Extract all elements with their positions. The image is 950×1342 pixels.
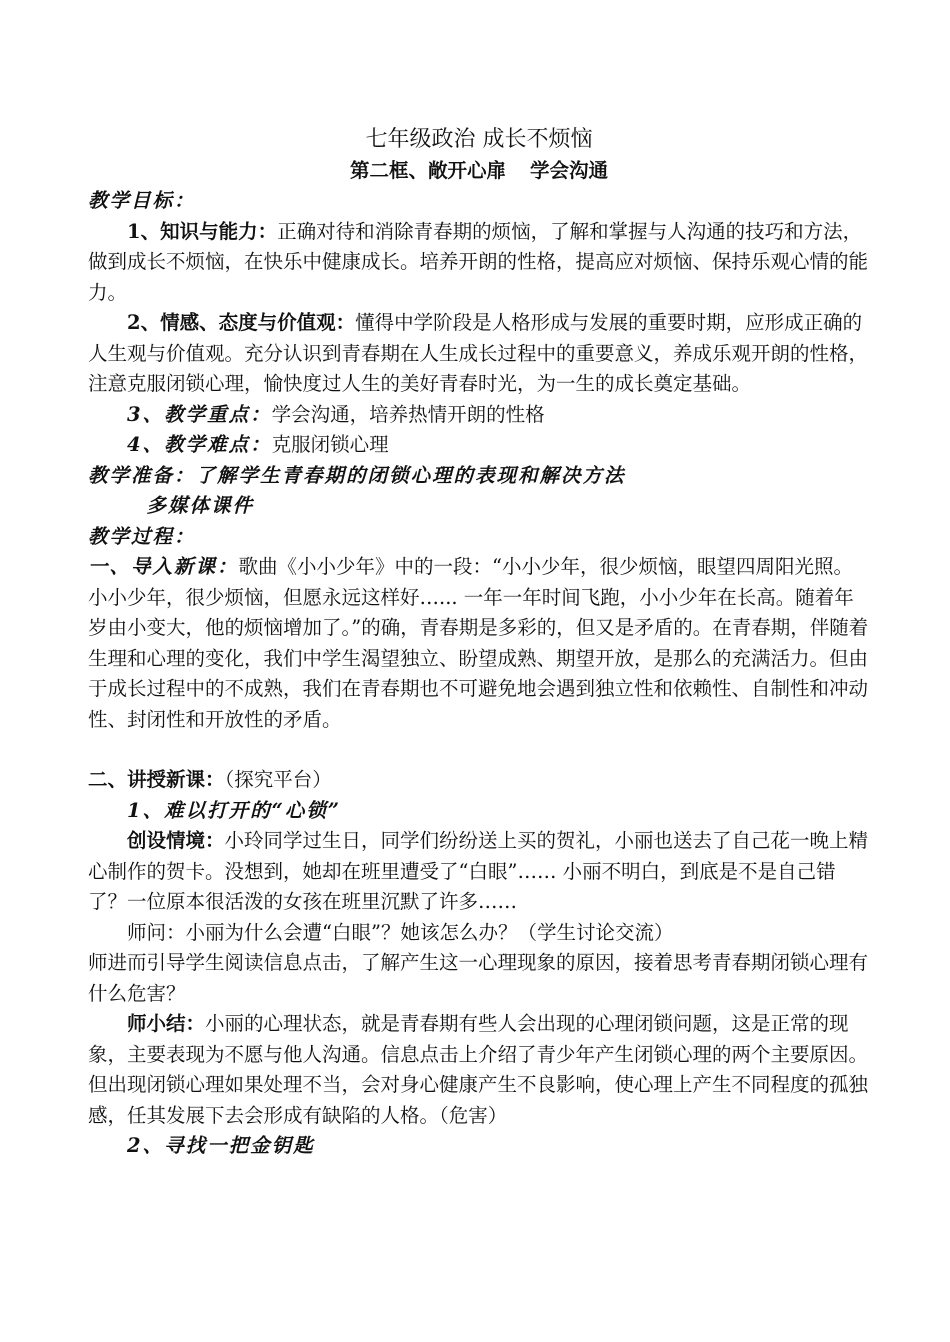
goal-emotion: [88, 308, 870, 400]
subtitle-part-b: 学会沟通: [530, 159, 609, 182]
process-heading: 教学过程：: [88, 524, 196, 548]
goal-keypoint-text: 学会沟通，培养热情开朗的性格: [271, 402, 545, 426]
summary-label: 师小结：: [127, 1012, 206, 1035]
goal-difficulty: [88, 430, 870, 461]
teacher-question: 师问：小丽为什么会遭“白眼”？她该怎么办？（学生讨论交流）: [127, 920, 674, 944]
goals-heading: 教学目标：: [88, 189, 196, 212]
goal-emotion-text: 懂得中学阶段是人格形成与发展的重要时期，应形成正确的人生观与价值观。充分认识到青春期在人生成长过程中的重要意义，养成乐观开朗的性格，注意克服闭锁心理，愉快度过人生的美好青春时光，为一生的成长奠定基础。: [88, 311, 869, 395]
goal-knowledge-label: 1、知识与能力：: [127, 219, 278, 243]
intro-section: [88, 552, 870, 735]
prep-text-2: 多媒体课件: [146, 494, 255, 517]
goal-keypoint: [88, 400, 870, 431]
subtitle-part-a: 第二框、敞开心扉: [349, 159, 506, 182]
prep-line: [88, 461, 870, 492]
new-lesson-text: （探究平台）: [224, 768, 332, 791]
teacher-guide: 师进而引导学生阅读信息点击，了解产生这一心理现象的原因，接着思考青春期闭锁心理有什么危害？: [88, 951, 869, 1005]
goal-keypoint-label: 3、教学重点：: [127, 402, 272, 426]
intro-label: 一、导入新课：: [88, 555, 239, 578]
goal-knowledge: [88, 217, 870, 309]
new-lesson-label: 二、讲授新课：: [88, 768, 225, 791]
scenario-text: 小玲同学过生日，同学们纷纷送上买的贺礼，小丽也送去了自己花一晚上精心制作的贺卡。没想到，她却在班里遭受了“白眼”…… 小丽不明白，到底是不是自己错了？一位原本很活泼的女孩在班里沉默了许多……: [88, 829, 869, 913]
subsection-2-heading: 2、寻找一把金钥匙: [127, 1134, 315, 1157]
spacer: [88, 735, 870, 765]
new-lesson-line: [88, 765, 870, 796]
goal-difficulty-label: 4、教学难点：: [127, 433, 272, 456]
scenario-paragraph: [88, 826, 870, 918]
summary-text: 小丽的心理状态，就是青春期有些人会出现的心理闭锁问题，这是正常的现象，主要表现为不愿与他人沟通。信息点击上介绍了青少年产生闭锁心理的两个主要原因。但出现闭锁心理如果处理不当，会对身心健康产生不良影响，使心理上产生不同程度的孤独感，任其发展下去会形成有缺陷的人格。（危害）: [88, 1012, 869, 1127]
document-title: 七年级政治 成长不烦恼: [365, 127, 593, 152]
goal-emotion-label: 2、情感、态度与价值观：: [127, 311, 356, 334]
intro-text: 歌曲《小小少年》中的一段：“小小少年，很少烦恼，眼望四周阳光照。小小少年，很少烦恼，但愿永远这样好…... 一年一年时间飞跑，小小少年在长高。随着年岁由小变大，他的烦恼增加了。”的确，青春期是多彩的，但又是矛盾的。在青春期，伴随着生理和心理的变化，我们中学生渴望独立、盼望成熟、期望开放，是那么的充满活力。但由于成长过程中的不成熟，我们在青春期也不可避免地会遇到独立性和依赖性、自制性和冲动性、封闭性和开放性的矛盾。: [88, 555, 869, 731]
prep-label: 教学准备：: [88, 463, 196, 487]
subsection-1-heading: 1、难以打开的“心锁”: [127, 798, 342, 822]
teacher-summary: [88, 1009, 870, 1131]
goal-knowledge-text: 正确对待和消除青春期的烦恼，了解和掌握与人沟通的技巧和方法，做到成长不烦恼，在快乐中健康成长。培养开朗的性格，提高应对烦恼、保持乐观心情的能力。: [88, 219, 869, 304]
scenario-label: 创设情境：: [127, 829, 225, 852]
goal-difficulty-text: 克服闭锁心理: [271, 433, 389, 456]
prep-text-1: 了解学生青春期的闭锁心理的表现和解决方法: [195, 463, 626, 487]
document-subtitle: [88, 156, 870, 186]
